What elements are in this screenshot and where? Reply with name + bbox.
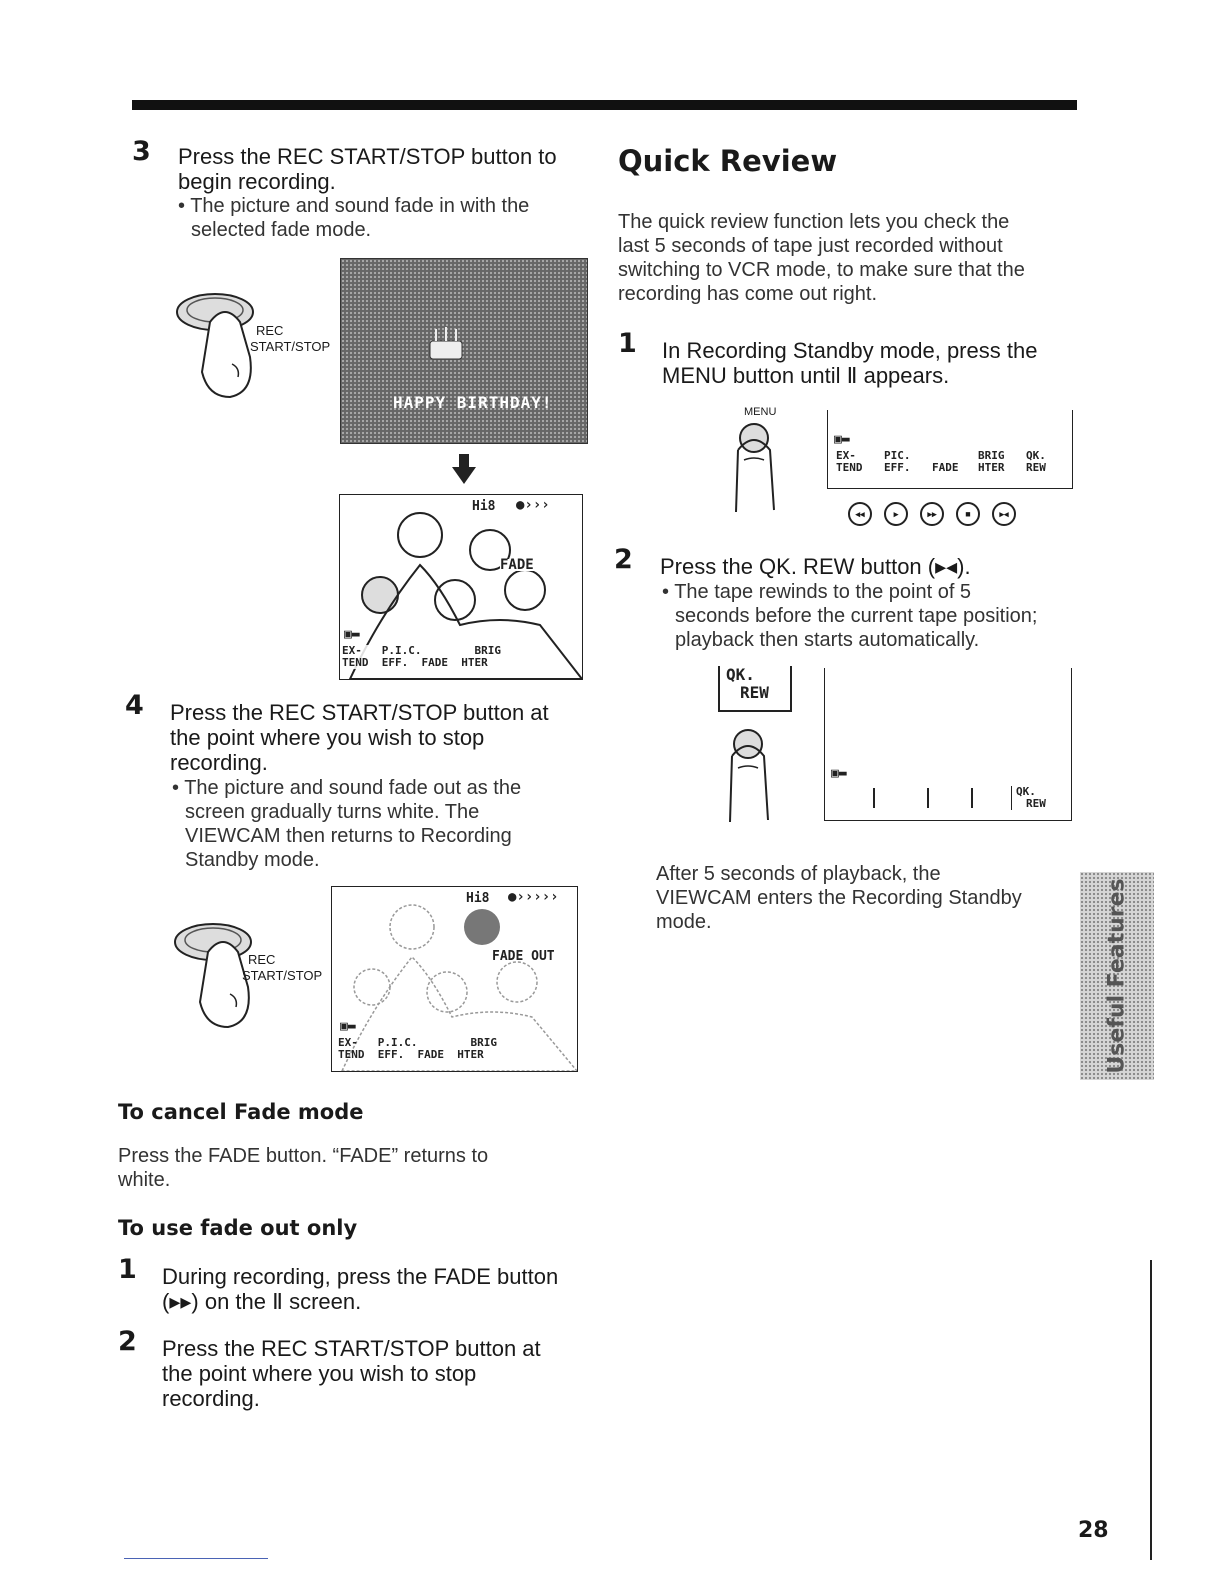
useful-features-tab (1080, 872, 1154, 1080)
down-arrow-icon (452, 454, 476, 484)
step-3-number: 3 (132, 136, 151, 167)
stop-button-icon[interactable]: ■ (956, 502, 980, 526)
qk-rew-button-icon[interactable]: ▸◂ (992, 502, 1016, 526)
menu-icon: ▣▬ (344, 627, 360, 642)
fade-out-step-2-text: Press the REC START/STOP button at the point where you wish to stop recording. (162, 1336, 541, 1411)
start-stop-label-2: START/STOP (242, 968, 323, 983)
menu-icon-2: ▣▬ (340, 1019, 356, 1034)
fade-out-osd: EX- P.I.C. BRIG TEND EFF. FADE HTER (338, 1036, 497, 1061)
osd-divider-1 (873, 788, 875, 808)
fade-out-step-2-number: 2 (118, 1326, 137, 1357)
cancel-fade-heading: To cancel Fade mode (118, 1100, 364, 1124)
quick-review-title: Quick Review (618, 144, 838, 178)
qr-step-2-bullet: • The tape rewinds to the point of 5 seconds before the current tape position; playback then starts automatically. (662, 581, 1038, 651)
bottom-rule (124, 1558, 268, 1559)
play-button-icon[interactable]: ▸ (884, 502, 908, 526)
page-number: 28 (1078, 1518, 1109, 1543)
step-3-bullet: • The picture and sound fade in with the selected fade mode. (178, 195, 530, 241)
after-playback-text: After 5 seconds of playback, the VIEWCAM enters the Recording Standby mode. (656, 863, 1022, 933)
rec-label: REC (256, 323, 284, 338)
qr-step-2-number: 2 (614, 544, 633, 575)
fade-indicator: FADE (500, 557, 534, 573)
hi8-indicator: Hi8 (472, 499, 496, 514)
osd-col-qk-rew: QK. REW (1026, 449, 1046, 474)
rec-indicator-icon: ●››› (516, 497, 550, 513)
fade-out-screen (331, 886, 578, 1072)
qk-mode-icon: ▣▬ (831, 766, 847, 781)
fade-out-only-heading: To use fade out only (118, 1216, 358, 1240)
cancel-fade-text: Press the FADE button. “FADE” returns to white. (118, 1145, 489, 1191)
top-rule (132, 100, 1077, 110)
qk-rew-osd-screen (824, 668, 1072, 821)
finger-press-menu-icon (730, 420, 790, 520)
fade-in-osd: EX- P.I.C. BRIG TEND EFF. FADE HTER (342, 644, 501, 669)
qk-rew-button-label: QK. REW (718, 666, 792, 712)
transport-buttons (848, 502, 1028, 526)
cake-icon (424, 321, 468, 365)
osd-col-pic-eff: PIC. EFF. (884, 449, 911, 474)
step-3-text: Press the REC START/STOP button to begin recording. (178, 144, 557, 194)
menu-mode-icon: ▣▬ (834, 432, 850, 447)
step-4-text: Press the REC START/STOP button at the point where you wish to stop recording. (170, 700, 549, 775)
fade-out-step-1-number: 1 (118, 1254, 137, 1285)
osd-divider-2 (927, 788, 929, 808)
osd-col-extend: EX- TEND (836, 449, 863, 474)
osd-divider-3 (971, 788, 973, 808)
osd-qk-rew: QK. REW (1011, 786, 1046, 810)
quick-review-intro: The quick review function lets you check the last 5 seconds of tape just recorded without switching to VCR mode, to make sure that the recording has come out right. (618, 211, 1025, 305)
useful-features-tab-label: Useful Features (1104, 878, 1130, 1074)
osd-col-brighter: BRIG HTER (978, 449, 1005, 474)
qr-step-2-text: Press the QK. REW button (▸◂). (660, 554, 971, 579)
birthday-scene (340, 258, 588, 444)
birthday-text: HAPPY BIRTHDAY! (393, 393, 553, 412)
hi8-indicator-2: Hi8 (466, 891, 490, 906)
finger-press-qk-rew-icon (720, 728, 780, 828)
qr-step-1-text: In Recording Standby mode, press the MENU button until Ⅱ appears. (662, 338, 1038, 388)
menu-button-label: MENU (744, 406, 777, 418)
rec-label-2: REC (248, 952, 276, 967)
fast-forward-button-icon[interactable]: ▸▸ (920, 502, 944, 526)
menu-osd-screen (827, 410, 1073, 489)
start-stop-label: START/STOP (250, 339, 331, 354)
qr-step-1-number: 1 (618, 328, 637, 359)
page-edge-line (1150, 1260, 1152, 1560)
fade-out-step-1-text: During recording, press the FADE button (▸▸) on the Ⅱ screen. (162, 1264, 559, 1314)
rewind-button-icon[interactable]: ◂◂ (848, 502, 872, 526)
osd-col-fade: FADE (932, 461, 959, 474)
fade-out-indicator: FADE OUT (492, 949, 555, 964)
fade-in-screen (339, 494, 583, 680)
step-4-number: 4 (125, 690, 144, 721)
step-4-bullet: • The picture and sound fade out as the screen gradually turns white. The VIEWCAM then returns to Recording Standby mode. (172, 777, 522, 871)
rec-indicator-icon-2: ●››››› (508, 889, 559, 905)
